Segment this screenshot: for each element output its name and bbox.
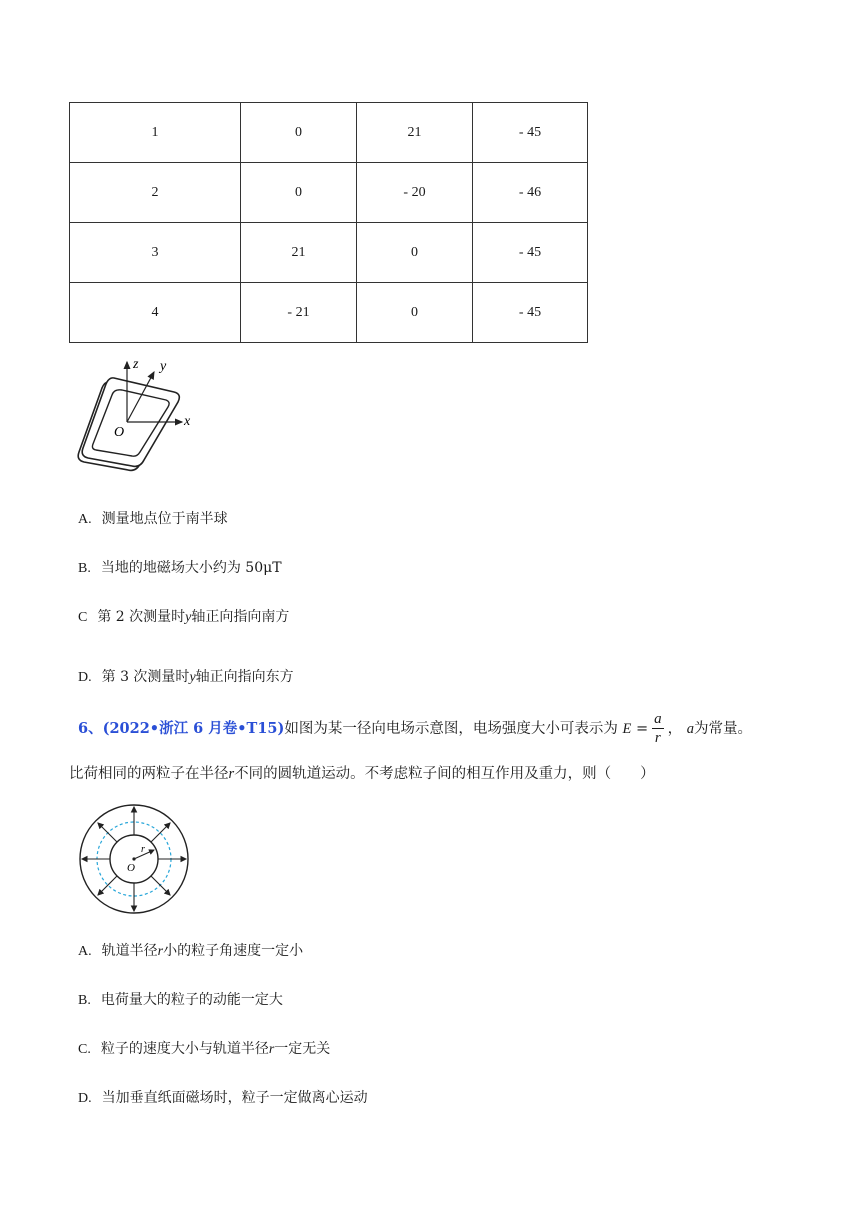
table-cell: - 45 — [473, 103, 588, 163]
option-d[interactable]: D. 第 3 次测量时y轴正向指向东方 — [78, 669, 294, 685]
option-d[interactable]: D. 当加垂直纸面磁场时，粒子一定做离心运动 — [78, 1090, 368, 1106]
table-cell: 0 — [241, 163, 357, 223]
option-a[interactable]: A. 轨道半径r小的粒子角速度一定小 — [78, 943, 304, 959]
option-c[interactable]: C 第 2 次测量时y轴正向指向南方 — [78, 609, 290, 625]
origin-label: O — [114, 425, 125, 440]
table-cell: 3 — [70, 223, 241, 283]
table-cell: 21 — [357, 103, 473, 163]
option-b[interactable]: B. 当地的地磁场大小约为 50μT — [78, 560, 282, 576]
phone-axes-figure — [70, 352, 210, 482]
y-label: y — [160, 359, 167, 374]
radius-label: r — [141, 844, 145, 855]
table-cell: - 45 — [473, 223, 588, 283]
formula-fraction: $\frac{a}{r}$ — [654, 711, 662, 746]
table-row — [70, 103, 588, 163]
table-cell: 21 — [241, 223, 357, 283]
x-label: x — [184, 414, 191, 429]
table-cell: 0 — [357, 223, 473, 283]
table-cell: - 21 — [241, 283, 357, 343]
z-label: z — [133, 357, 139, 372]
table-row — [70, 163, 588, 223]
table-cell: - 45 — [473, 283, 588, 343]
question-6-line1: 6、(2022•浙江 6 月卷•T15)如图为某一径向电场示意图，电场强度大小可表示为 E = $\frac{a}{r}$ ， a为常量。 — [78, 711, 752, 746]
question-6-line2: 比荷相同的两粒子在半径r不同的圆轨道运动。不考虑粒子间的相互作用及重力，则（ ） — [69, 766, 655, 782]
table-cell: 1 — [70, 103, 241, 163]
table-cell: - 46 — [473, 163, 588, 223]
table-cell: - 20 — [357, 163, 473, 223]
table-cell: 4 — [70, 283, 241, 343]
measurement-table — [69, 102, 588, 343]
question-source-tag: 6、(2022•浙江 6 月卷•T15) — [78, 720, 285, 737]
table-cell: 2 — [70, 163, 241, 223]
radial-field-figure — [78, 803, 190, 915]
center-label: O — [127, 862, 135, 874]
table-row — [70, 223, 588, 283]
option-a[interactable]: A. 测量地点位于南半球 — [78, 511, 228, 527]
table-row — [70, 283, 588, 343]
table-cell: 0 — [241, 103, 357, 163]
option-c[interactable]: C. 粒子的速度大小与轨道半径r一定无关 — [78, 1041, 331, 1057]
option-b[interactable]: B. 电荷量大的粒子的动能一定大 — [78, 992, 283, 1008]
table-cell: 0 — [357, 283, 473, 343]
